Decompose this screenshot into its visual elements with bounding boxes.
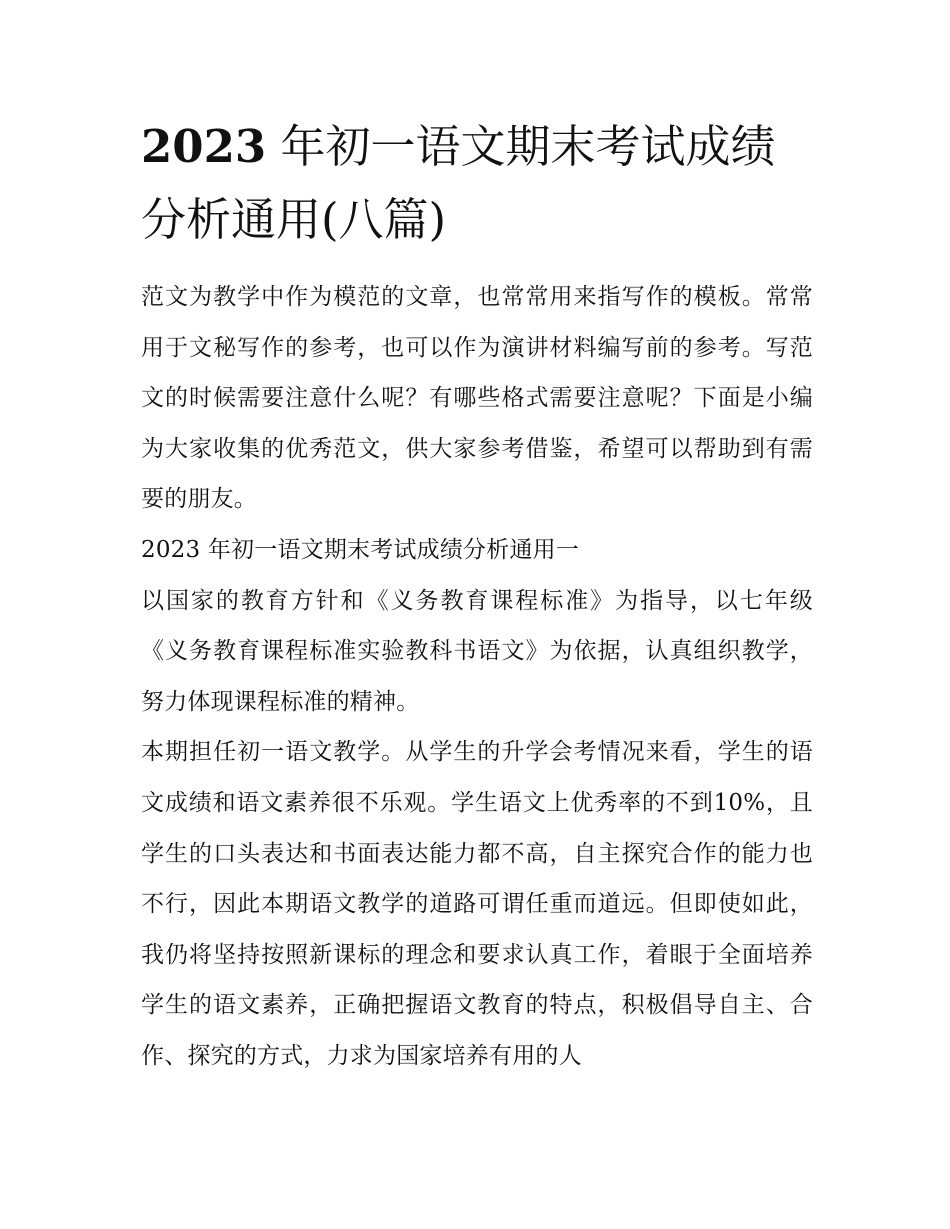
- body-paragraph: 以国家的教育方针和《义务教育课程标准》为指导，以七年级《义务教育课程标准实验教科书语文》为依据，认真组织教学，努力体现课程标准的精神。: [141, 587, 813, 715]
- body-paragraph: 本期担任初一语文教学。从学生的升学会考情况来看，学生的语文成绩和语文素养很不乐观。学生语文上优秀率的不到10%，且学生的口头表达和书面表达能力都不高，自主探究合作的能力也不行，因此本期语文教学的道路可谓任重而道远。但即使如此，我仍将坚持按照新课标的理念和要求认真工作，着眼于全面培养学生的语文素养，正确把握语文教育的特点，积极倡导自主、合作、探究的方式，力求为国家培养有用的人: [141, 739, 813, 1069]
- title-year: 2023: [141, 120, 267, 173]
- title-line-1: 2023 年初一语文期末考试成绩: [141, 120, 776, 173]
- title-line-2: 分析通用(八篇): [141, 193, 447, 246]
- intro-paragraph: 范文为教学中作为模范的文章，也常常用来指写作的模板。常常用于文秘写作的参考，也可以作为演讲材料编写前的参考。写范文的时候需要注意什么呢？有哪些格式需要注意呢？下面是小编为大家收集的优秀范文，供大家参考借鉴，希望可以帮助到有需要的朋友。: [141, 284, 813, 513]
- document-title: [141, 110, 813, 256]
- document-body: [141, 110, 813, 1082]
- section-heading: 2023 年初一语文期末考试成绩分析通用一: [141, 536, 580, 563]
